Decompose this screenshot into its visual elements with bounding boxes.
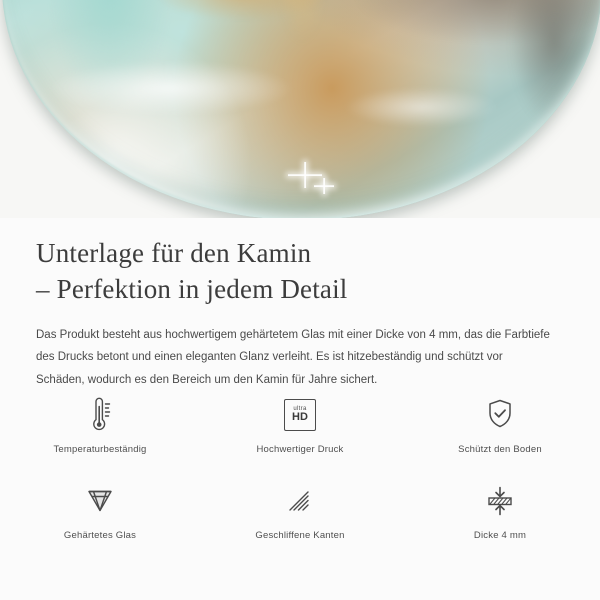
feature-label: Hochwertiger Druck [256, 444, 344, 455]
feature-item-temperature-resistant [0, 392, 200, 470]
feature-label: Geschliffene Kanten [255, 530, 345, 541]
feature-label: Schützt den Boden [458, 444, 542, 455]
feature-grid [0, 392, 600, 556]
shield-check-icon [483, 392, 517, 438]
feature-item-floor-protection [400, 392, 600, 470]
ultra-hd-badge-top: ultra [293, 406, 307, 413]
feature-label: Gehärtetes Glas [63, 530, 137, 541]
thickness-icon [482, 478, 518, 524]
feature-label: Temperaturbeständig [53, 444, 147, 455]
ultra-hd-icon [284, 392, 316, 438]
product-glass-disc [2, 0, 600, 218]
feature-item-high-quality-print [200, 392, 400, 470]
marble-texture-layer-3 [2, 0, 600, 218]
polished-edges-icon [282, 478, 318, 524]
headline-line-1: Unterlage für den Kamin [36, 238, 312, 268]
diamond-icon [82, 478, 118, 524]
text-section [0, 218, 600, 391]
feature-item-tempered-glass [0, 478, 200, 556]
feature-label: Dicke 4 mm [473, 530, 527, 541]
thermometer-icon [83, 392, 117, 438]
page-title [0, 218, 600, 308]
headline-line-2: – Perfektion in jedem Detail [36, 273, 348, 304]
ultra-hd-badge-main: HD [292, 411, 308, 424]
hero-section [0, 0, 600, 218]
product-description-paragraph: Das Produkt besteht aus hochwertigem gehärtetem Glas mit einer Dicke von 4 mm, das die Farbtiefe des Drucks betont und einen eleganten Glanz verleiht. Es ist hitzebeständig und schützt vor Schäden, wodurch es den Bereich um den Kamin für Jahre sichert. [36, 328, 550, 386]
feature-item-polished-edges [200, 478, 400, 556]
feature-item-thickness [400, 478, 600, 556]
